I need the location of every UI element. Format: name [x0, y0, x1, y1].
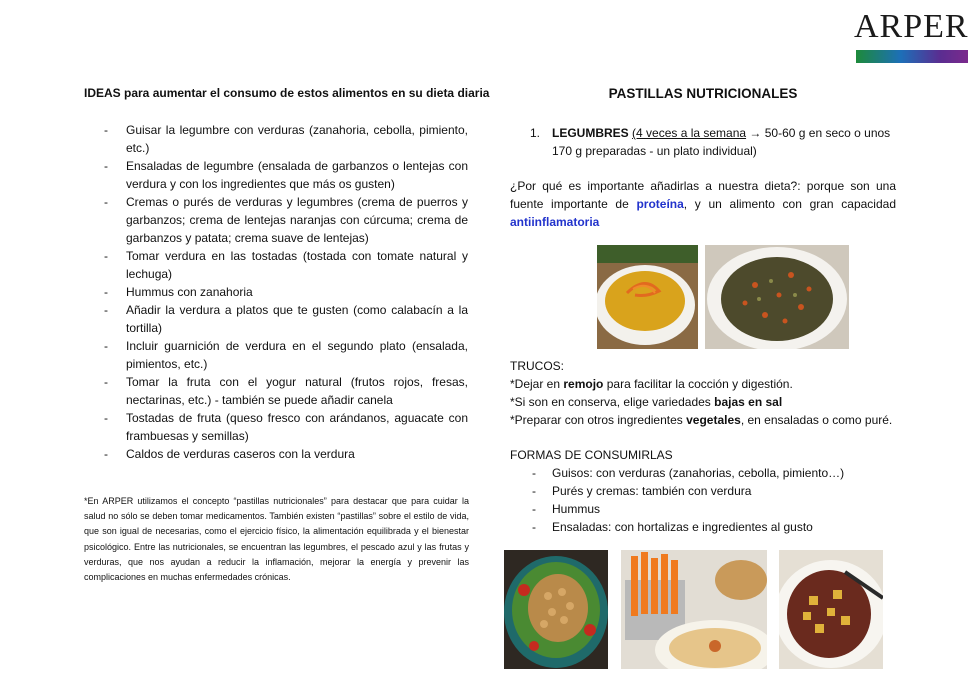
page-title: PASTILLAS NUTRICIONALES — [608, 86, 798, 101]
truco-bold: vegetales — [686, 413, 741, 427]
list-item: - Ensaladas de legumbre (ensalada de garbanzos o lentejas con verdura y con los ingredientes que más os gusten) — [104, 157, 468, 193]
legumbres-name: LEGUMBRES — [552, 126, 629, 140]
list-item: - Guisos: con verduras (zanahorias, cebolla, pimiento…) — [510, 464, 910, 482]
list-item: - Tomar la fruta con el yogur natural (frutos rojos, fresas, nectarinas, etc.) - también se puede añadir canela — [104, 373, 468, 409]
truco-text: , en ensaladas o como puré. — [740, 413, 893, 427]
item-number: 1. — [530, 126, 541, 140]
logo-text: ARPER — [854, 8, 969, 45]
formas-list — [510, 464, 910, 536]
legumbres-text — [552, 124, 896, 160]
why-paragraph — [510, 177, 896, 231]
list-item: - Incluir guarnición de verdura en el segundo plato (ensalada, pimientos, etc.) — [104, 337, 468, 373]
list-item: - Caldos de verduras caseros con la verdura — [104, 445, 468, 463]
list-item: - Tomar verdura en las tostadas (tostada con tomate natural y lechuga) — [104, 247, 468, 283]
trucos-title: TRUCOS: — [510, 359, 564, 373]
truco-text: para facilitar la cocción y digestión. — [603, 377, 793, 391]
lentil-cream-photo — [597, 245, 698, 349]
why-text-2: , y un alimento con gran capacidad — [683, 197, 896, 211]
list-item: - Hummus con zanahoria — [104, 283, 468, 301]
truco-bold: remojo — [563, 377, 604, 391]
truco-text: *Si son en conserva, elige variedades — [510, 395, 715, 409]
legumbres-amount: 50-60 g en seco o unos 170 g preparadas - un plato individual) — [552, 126, 891, 158]
why-text-1: ¿Por qué es importante añadirlas a nuestra dieta?: porque son una fuente importante de — [510, 179, 896, 211]
truco-text: *Dejar en — [510, 377, 564, 391]
legumbres-frequency: (4 veces a la semana — [632, 126, 747, 140]
formas-title: FORMAS DE CONSUMIRLAS — [510, 448, 673, 462]
protein-highlight: proteína — [636, 197, 684, 211]
list-item: - Cremas o purés de verduras y legumbres (crema de puerros y garbanzos; crema de lentejas naranjas con cúrcuma; crema de garbanzos y patata; crema suave de lentejas) — [104, 193, 468, 247]
list-item: - Ensaladas: con hortalizas e ingredientes al gusto — [510, 518, 910, 536]
ideas-heading: IDEAS para aumentar el consumo de estos alimentos en su dieta diaria — [84, 86, 490, 100]
list-item: - Tostadas de fruta (queso fresco con arándanos, aguacate con frambuesas y semillas) — [104, 409, 468, 445]
logo-color-bar — [856, 50, 968, 63]
truco-line — [510, 411, 910, 429]
ideas-list — [104, 121, 468, 463]
list-item: - Hummus — [510, 500, 910, 518]
list-item: - Purés y cremas: también con verdura — [510, 482, 910, 500]
lentil-stew-photo — [705, 245, 849, 349]
trucos-section — [510, 357, 910, 429]
truco-bold: bajas en sal — [714, 395, 783, 409]
formas-section — [510, 446, 910, 536]
truco-text: *Preparar con otros ingredientes — [510, 413, 687, 427]
chickpea-salad-photo — [504, 550, 608, 669]
arrow-glyph: → — [746, 126, 765, 140]
arper-logo — [854, 8, 972, 64]
truco-line — [510, 375, 910, 393]
hummus-carrots-photo — [621, 550, 767, 669]
list-item: - Guisar la legumbre con verduras (zanahoria, cebolla, pimiento, etc.) — [104, 121, 468, 157]
footnote: *En ARPER utilizamos el concepto “pastillas nutricionales” para destacar que para cuidar la salud no sólo se deben tomar medicamentos. También existen “pastillas” sobre el estilo de vida, que son igual de necesarias, como el ejercicio físico, la alimentación equilibrada y el bienestar psicológico. Entre las nutricionales, se encuentran las legumbres, el pescado azul y las frutas y verduras, que nos ayudan a reducir la inflamación, mejorar la energía y prevenir las complicaciones en muchas enfermedades crónicas. — [84, 496, 469, 583]
truco-line — [510, 393, 910, 411]
list-item: - Añadir la verdura a platos que te gusten (como calabacín a la tortilla) — [104, 301, 468, 337]
bean-stew-photo — [779, 550, 883, 669]
antiinflammatory-highlight: antiinflamatoria — [510, 215, 600, 229]
